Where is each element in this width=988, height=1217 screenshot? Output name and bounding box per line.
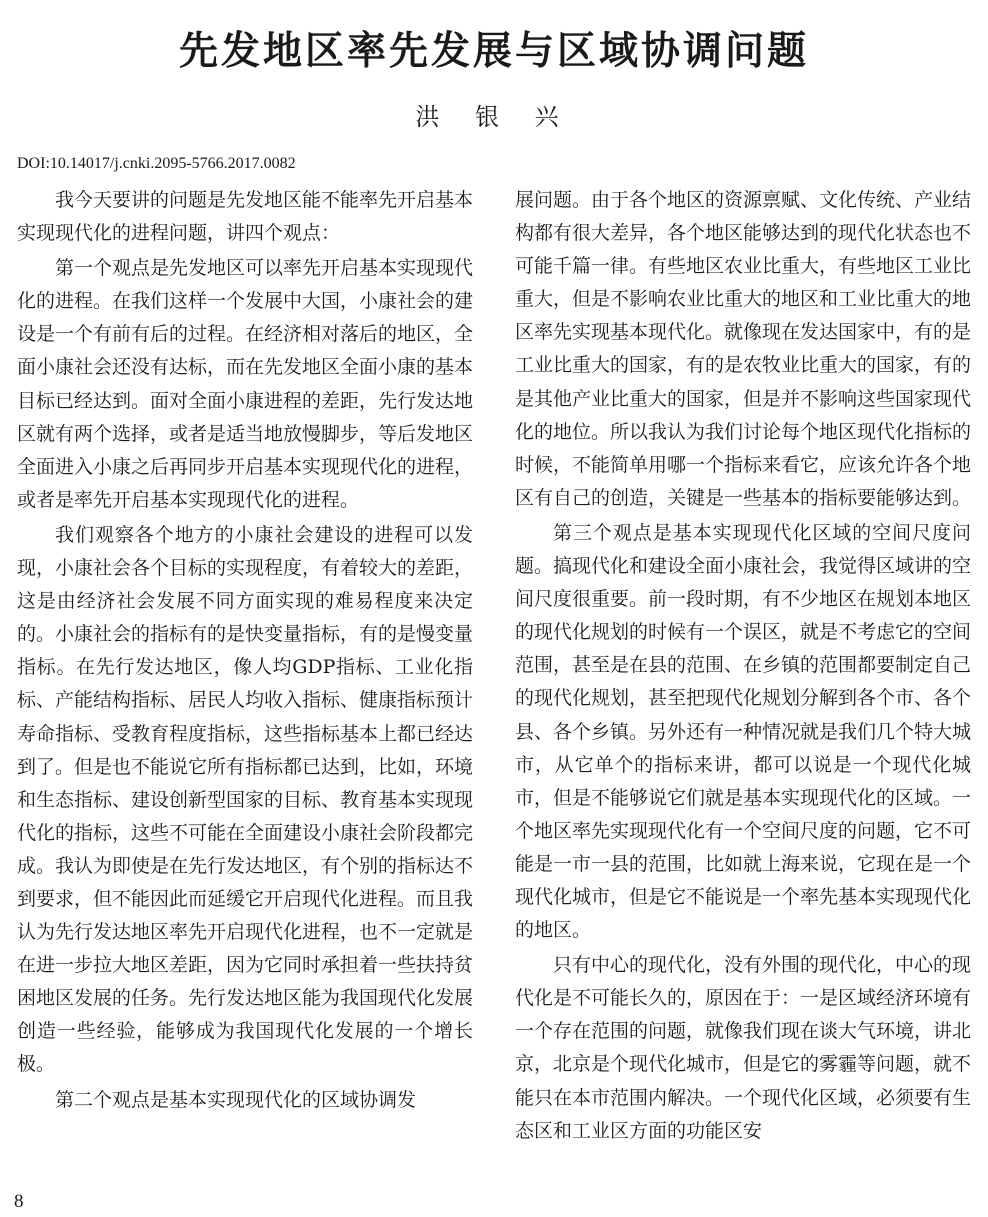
paragraph: 只有中心的现代化，没有外围的现代化，中心的现代化是不可能长久的，原因在于：一是区域经济环境有一个存在范围的问题，就像我们现在谈大气环境，讲北京，北京是个现代化城市，但是它的雾霾等问题，就不能只在本市范围内解决。一个现代化区域，必须要有生态区和工业区方面的功能区安	[515, 954, 972, 1142]
doi-identifier: DOI:10.14017/j.cnki.2095-5766.2017.0082	[17, 155, 296, 172]
paragraph: 我今天要讲的问题是先发地区能不能率先开启基本实现现代化的进程问题，讲四个观点：	[17, 189, 474, 245]
paragraph-continued: 展问题。由于各个地区的资源禀赋、文化传统、产业结构都有很大差异，各个地区能够达到的现代化状态也不可能千篇一律。有些地区农业比重大，有些地区工业比重大，但是不影响农业比重大的地区和工业比重大的地区率先实现基本现代化。就像现在发达国家中，有的是工业比重大的国家，有的是农牧业比重大的国家，有的是其他产业比重大的国家，但是并不影响这些国家现代化的地位。所以我认为我们讨论每个地区现代化指标的时候，不能简单用哪一个指标来看它，应该允许各个地区有自己的创造，关键是一些基本的指标要能够达到。	[515, 189, 972, 509]
page-number: 8	[14, 1191, 24, 1212]
paragraph: 我们观察各个地方的小康社会建设的进程可以发现，小康社会各个目标的实现程度，有着较大的差距，这是由经济社会发展不同方面实现的难易程度来决定的。小康社会的指标有的是快变量指标，有的是慢变量指标。在先行发达地区，像人均GDP指标、工业化指标、产能结构指标、居民人均收入指标、健康指标预计寿命指标、受教育程度指标，这些指标基本上都已经达到了。但是也不能说它所有指标都已达到，比如，环境和生态指标、建设创新型国家的目标、教育基本实现现代化的指标，这些不可能在全面建设小康社会阶段都完成。我认为即使是在先行发达地区，有个别的指标达不到要求，但不能因此而延缓它开启现代化进程。而且我认为先行发达地区率先开启现代化进程，也不一定就是在进一步拉大地区差距，因为它同时承担着一些扶持贫困地区发展的任务。先行发达地区能为我国现代化发展创造一些经验，能够成为我国现代化发展的一个增长极。	[17, 523, 474, 1076]
right-column	[515, 184, 971, 1148]
paragraph: 第二个观点是基本实现现代化的区域协调发	[55, 1088, 417, 1111]
left-column	[17, 184, 473, 1117]
article-title: 先发地区率先发展与区域协调问题	[178, 29, 809, 74]
author-name: 洪 银 兴	[415, 103, 573, 131]
paragraph: 第一个观点是先发地区可以率先开启基本实现现代化的进程。在我们这样一个发展中大国，小康社会的建设是一个有前有后的过程。在经济相对落后的地区，全面小康社会还没有达标，而在先发地区全面小康的基本目标已经达到。面对全面小康进程的差距，先行发达地区就有两个选择，或者是适当地放慢脚步，等后发地区全面进入小康之后再同步开启基本实现现代化的进程，或者是率先开启基本实现现代化的进程。	[17, 257, 474, 511]
paragraph: 第三个观点是基本实现现代化区域的空间尺度问题。搞现代化和建设全面小康社会，我觉得区域讲的空间尺度很重要。前一段时期，有不少地区在规划本地区的现代化规划的时候有一个误区，就是不考虑它的空间范围，甚至是在县的范围、在乡镇的范围都要制定自己的现代化规划，甚至把现代化规划分解到各个市、各个县、各个乡镇。另外还有一种情况就是我们几个特大城市，从它单个的指标来讲，都可以说是一个现代化城市，但是不能够说它们就是基本实现现代化的区域。一个地区率先实现现代化有一个空间尺度的问题，它不可能是一市一县的范围，比如就上海来说，它现在是一个现代化城市，但是它不能说是一个率先基本实现现代化的地区。	[515, 521, 972, 942]
